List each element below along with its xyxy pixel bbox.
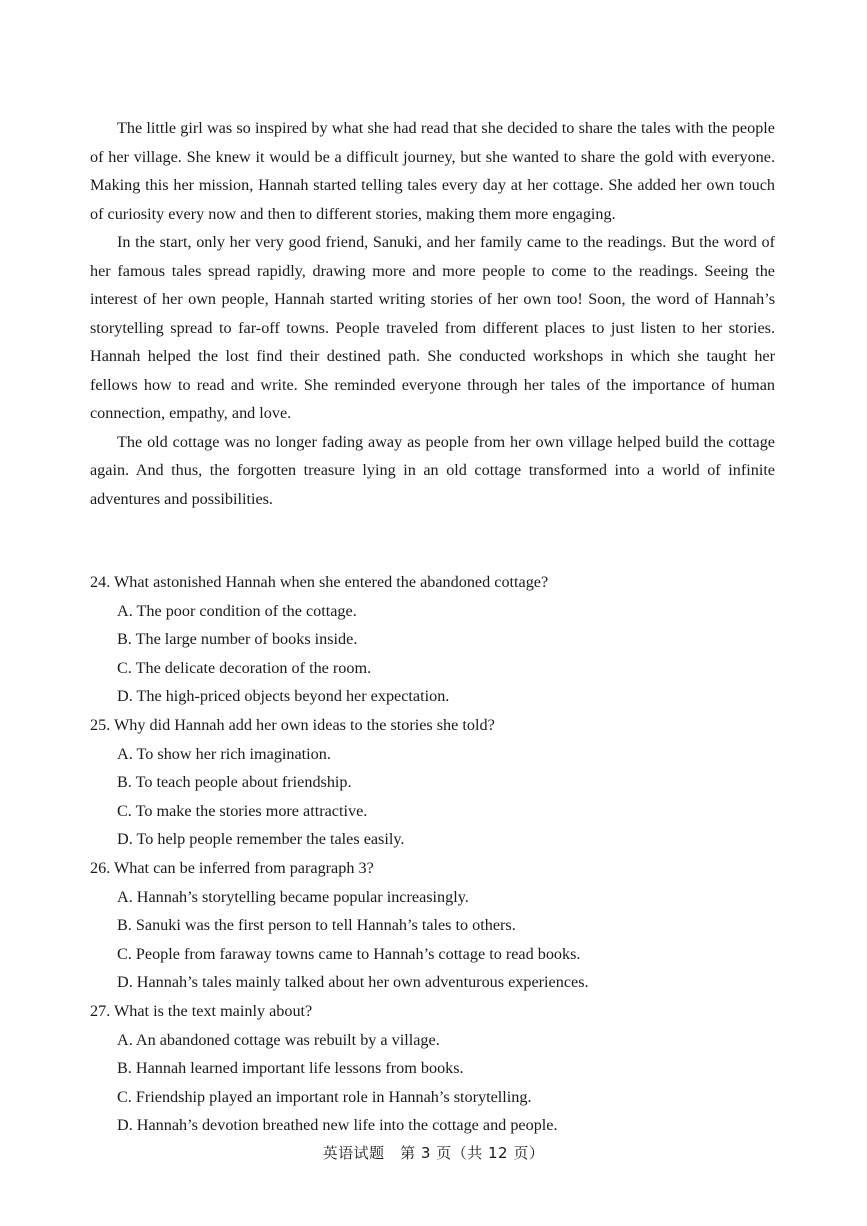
answer-option: C. Friendship played an important role in Hannah’s storytelling. — [117, 1087, 532, 1106]
passage-paragraph: In the start, only her very good friend, Sanuki, and her family came to the readings. But the word of her famous tales spread rapidly, drawing more and more people to come to the readings. Seeing the interest of her own people, Hannah started writing stories of her own too! Soon, the word of Hannah’s storytelling spread to far-off towns. People traveled from different places to just listen to her stories. Hannah helped the lost find their destined path. She conducted workshops in which she taught her fellows how to read and write. She reminded everyone through her tales of the importance of human connection, empathy, and love. — [90, 233, 775, 422]
question-27 — [90, 997, 775, 1140]
answer-option: D. Hannah’s tales mainly talked about her own adventurous experiences. — [117, 973, 589, 992]
question-stem: 26. What can be inferred from paragraph 3? — [90, 858, 374, 877]
question-stem: 27. What is the text mainly about? — [90, 1001, 313, 1020]
answer-option: A. The poor condition of the cottage. — [117, 601, 357, 620]
answer-option: B. Sanuki was the first person to tell Hannah’s tales to others. — [117, 916, 516, 935]
answer-option: B. The large number of books inside. — [117, 630, 358, 649]
answer-option: C. The delicate decoration of the room. — [117, 658, 372, 677]
passage-paragraph: The old cottage was no longer fading away as people from her own village helped build the cottage again. And thus, the forgotten treasure lying in an old cottage transformed into a world of infinite adventures and possibilities. — [90, 432, 775, 508]
answer-option: B. Hannah learned important life lessons from books. — [117, 1059, 464, 1078]
question-25 — [90, 711, 775, 854]
passage-paragraph: The little girl was so inspired by what she had read that she decided to share the tales with the people of her village. She knew it would be a difficult journey, but she wanted to share the gold with everyone. Making this her mission, Hannah started telling tales every day at her cottage. She added her own touch of curiosity every now and then to different stories, making them more engaging. — [90, 119, 775, 223]
question-stem: 24. What astonished Hannah when she entered the abandoned cottage? — [90, 573, 549, 591]
page-footer: 英语试题 第 3 页（共 12 页） — [322, 1144, 545, 1162]
answer-option: A. To show her rich imagination. — [117, 744, 331, 763]
question-24 — [90, 568, 775, 711]
answer-option: D. To help people remember the tales easily. — [117, 830, 405, 849]
answer-option: A. An abandoned cottage was rebuilt by a village. — [117, 1030, 440, 1049]
answer-option: D. Hannah’s devotion breathed new life into the cottage and people. — [117, 1116, 558, 1135]
question-stem: 25. Why did Hannah add her own ideas to the stories she told? — [90, 715, 495, 734]
question-list — [90, 568, 775, 1140]
question-26 — [90, 854, 775, 997]
answer-option: C. People from faraway towns came to Hannah’s cottage to read books. — [117, 944, 581, 963]
answer-option: C. To make the stories more attractive. — [117, 801, 368, 820]
reading-passage — [90, 114, 775, 513]
answer-option: B. To teach people about friendship. — [117, 773, 352, 792]
answer-option: D. The high-priced objects beyond her expectation. — [117, 687, 450, 706]
answer-option: A. Hannah’s storytelling became popular increasingly. — [117, 887, 469, 906]
